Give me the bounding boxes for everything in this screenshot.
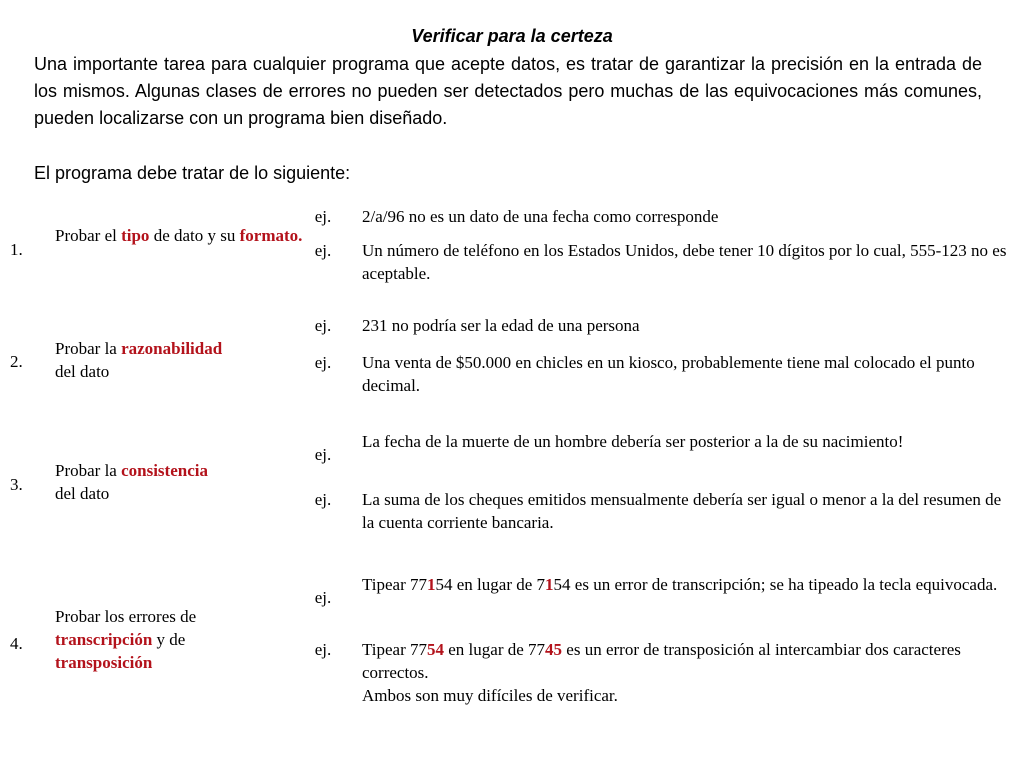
example-2b: Una venta de $50.000 en chicles en un kiosco, probablemente tiene mal colocado el punto decimal.	[362, 353, 975, 395]
item-number-3: 3.	[10, 475, 23, 494]
ej-label: ej.	[314, 316, 332, 335]
item-category-1: Probar el tipo de dato y su formato.	[55, 226, 303, 245]
example-2a: 231 no podría ser la edad de una persona	[362, 316, 640, 335]
example-4a: Tipear 77154 en lugar de 7154 es un error de transcripción; se ha tipeado la tecla equivocada.	[362, 575, 998, 594]
example-1b: Un número de teléfono en los Estados Unidos, debe tener 10 dígitos por lo cual, 555-123 no es aceptable.	[362, 241, 1007, 283]
ej-label: ej.	[314, 207, 332, 226]
item-number-2: 2.	[10, 352, 23, 371]
ej-label: ej.	[314, 640, 332, 659]
example-1a: 2/a/96 no es un dato de una fecha como corresponde	[362, 207, 719, 226]
ej-label: ej.	[314, 353, 332, 372]
example-3b: La suma de los cheques emitidos mensualmente debería ser igual o menor a la del resumen de la cuenta corriente bancaria.	[362, 490, 1002, 532]
example-4b: Tipear 7754 en lugar de 7745 es un error de transposición al intercambiar dos caracteres correctos. Ambos son muy difíciles de verificar.	[362, 640, 961, 705]
intro-lead: El programa debe tratar de lo siguiente:	[34, 163, 351, 183]
example-3a: La fecha de la muerte de un hombre debería ser posterior a la de su nacimiento!	[362, 432, 904, 451]
ej-label: ej.	[314, 588, 332, 607]
intro-paragraph: Una importante tarea para cualquier programa que acepte datos, es tratar de garantizar la precisión en la entrada de los mismos. Algunas clases de errores no pueden ser detectados pero muchas de las equivocaciones más comunes, pueden localizarse con un programa bien diseñado.	[34, 54, 982, 128]
item-category-2: Probar la razonabilidad del dato	[55, 339, 223, 381]
item-category-3: Probar la consistencia del dato	[55, 461, 208, 503]
page-title: Verificar para la certeza	[411, 26, 613, 46]
item-number-1: 1.	[10, 240, 23, 259]
item-number-4: 4.	[10, 634, 23, 653]
ej-label: ej.	[314, 241, 332, 260]
ej-label: ej.	[314, 445, 332, 464]
ej-label: ej.	[314, 490, 332, 509]
item-category-4: Probar los errores de transcripción y de transposición	[55, 607, 197, 672]
